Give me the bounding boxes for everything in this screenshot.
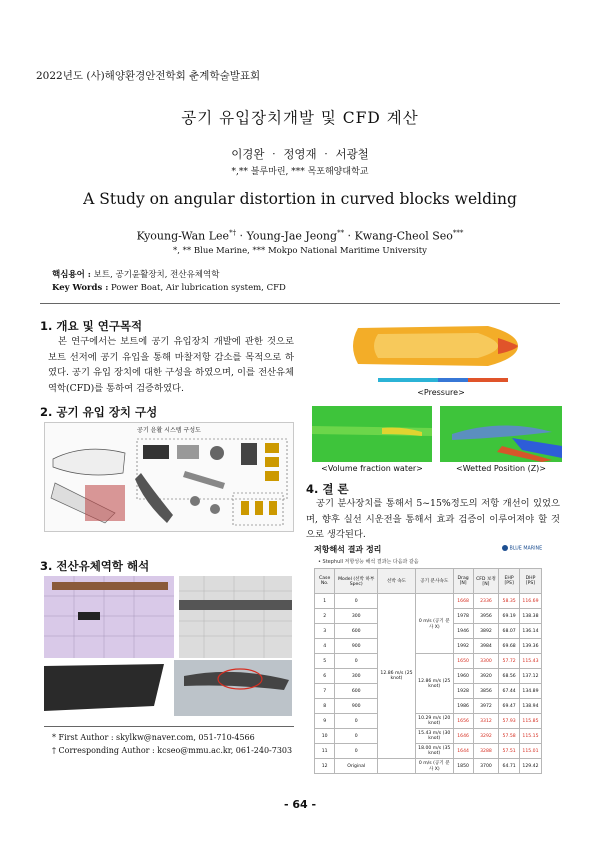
cell-cfd: 3700 (473, 759, 499, 774)
cell-model: 0 (335, 729, 378, 744)
cell-cfd: 3920 (473, 669, 499, 684)
author-1: Kyoung-Wan Lee (136, 229, 230, 243)
cell-ehp: 69.47 (499, 699, 520, 714)
cell-ehp: 57.93 (499, 714, 520, 729)
cell-drag: 1960 (453, 669, 473, 684)
cell-case: 10 (315, 729, 335, 744)
table-row (315, 714, 542, 729)
cell-dhp: 139.36 (519, 639, 541, 654)
logo-text: BLUE MARINE (509, 546, 543, 552)
cell-ehp: 67.44 (499, 684, 520, 699)
table-row (315, 594, 542, 609)
footnote-corresponding-author: † Corresponding Author : kcseo@mmu.ac.kr, 061-240-7303 (52, 746, 293, 755)
cell-dhp: 129.42 (519, 759, 541, 774)
keywords-english-label: Key Words : (52, 283, 109, 293)
col-cfd: CFD 보정 [N] (473, 569, 499, 594)
cell-dhp: 137.12 (519, 669, 541, 684)
cell-drag: 1668 (453, 594, 473, 609)
cfd-mesh-graphic (44, 576, 292, 716)
cell-model: 300 (335, 609, 378, 624)
table-row (315, 744, 542, 759)
cell-ehp: 58.35 (499, 594, 520, 609)
cell-cfd: 2336 (473, 594, 499, 609)
cell-dhp: 138.38 (519, 609, 541, 624)
air-system-diagram-graphic (45, 423, 293, 531)
section-3-title: 3. 전산유체역학 해석 (40, 559, 150, 573)
col-drag: Drag [N] (453, 569, 473, 594)
section-4-body: 공기 분사장치를 통해서 5~15%정도의 저항 개선이 있었으며, 향후 실선 시운전을 통해서 효과 검증이 이루어져야 할 것으로 생각된다. (306, 498, 560, 540)
cell-air: 18.00 m/s (35 knot) (415, 744, 453, 759)
cell-case: 1 (315, 594, 335, 609)
cell-drag: 1656 (453, 714, 473, 729)
cell-dhp: 115.01 (519, 744, 541, 759)
table-row (315, 759, 542, 774)
cell-ehp: 64.71 (499, 759, 520, 774)
cell-drag: 1978 (453, 609, 473, 624)
cell-case: 6 (315, 669, 335, 684)
cell-model: 0 (335, 714, 378, 729)
col-ehp: EHP [PS] (499, 569, 520, 594)
results-panel (306, 542, 556, 772)
pressure-caption: <Pressure> (417, 388, 465, 397)
table-row (315, 729, 542, 744)
col-case: Case No. (315, 569, 335, 594)
cell-drag: 1850 (453, 759, 473, 774)
cell-ehp: 69.19 (499, 609, 520, 624)
cell-air: 15.43 m/s (30 knot) (415, 729, 453, 744)
cell-cfd: 3300 (473, 654, 499, 669)
keywords-korean-text: 보트, 공기윤활장치, 전산유체역학 (93, 270, 220, 280)
cell-case: 9 (315, 714, 335, 729)
cell-case: 4 (315, 639, 335, 654)
cell-model: Original (335, 759, 378, 774)
cell-ehp: 68.56 (499, 669, 520, 684)
results-subtitle (318, 558, 419, 565)
blue-marine-logo (502, 545, 542, 552)
cell-ehp: 57.58 (499, 729, 520, 744)
authors-korean (0, 146, 600, 162)
section-1-title: 1. 개요 및 연구목적 (40, 319, 143, 333)
footnote-divider (44, 726, 294, 727)
air-system-diagram-title: 공기 윤활 시스템 구성도 (137, 427, 201, 434)
section-2-title: 2. 공기 유입 장치 구성 (40, 405, 158, 419)
cell-ehp: 69.68 (499, 639, 520, 654)
cell-model: 600 (335, 684, 378, 699)
author-3: Kwang-Cheol Seo (354, 229, 453, 243)
results-table (314, 568, 542, 774)
cell-dhp: 138.94 (519, 699, 541, 714)
keywords-english (52, 283, 286, 293)
bullet-icon: • (318, 559, 321, 565)
results-body (315, 594, 542, 774)
cell-air: 12.86 m/s (25 knot) (415, 654, 453, 714)
title-english: A Study on angular distortion in curved blocks welding (83, 190, 517, 208)
col-air: 공기 분사속도 (415, 569, 453, 594)
cell-drag: 1986 (453, 699, 473, 714)
section-1-body: 본 연구에서는 보트에 공기 유입장치 개발에 관한 것으로 보트 선저에 공기 유입을 통해 마찰저항 감소를 목적으로 하였다. 공기 유입 장치에 대한 구성을 하였으며, 이를 전산유체역학(CFD)를 통하여 검증하였다. (48, 336, 294, 394)
cell-cfd: 3956 (473, 609, 499, 624)
cell-drag: 1992 (453, 639, 473, 654)
cell-cfd: 3856 (473, 684, 499, 699)
cell-speed (378, 759, 416, 774)
authors-english: Kyoung-Wan Lee*† ‧ Young-Jae Jeong** ‧ Kwang-Cheol Seo*** (136, 229, 464, 243)
cell-drag: 1946 (453, 624, 473, 639)
cell-model: 300 (335, 669, 378, 684)
cell-cfd: 3892 (473, 624, 499, 639)
cell-drag: 1650 (453, 654, 473, 669)
cell-model: 900 (335, 699, 378, 714)
table-row (315, 654, 542, 669)
conference-header: 2022년도 (사)해양환경안전학회 춘계학술발표회 (36, 70, 261, 82)
section-4-title: 4. 결 론 (306, 482, 349, 496)
cell-dhp: 116.69 (519, 594, 541, 609)
cell-dhp: 136.14 (519, 624, 541, 639)
page-number: - 64 - (283, 798, 317, 811)
cfd-mesh-figure (44, 576, 292, 716)
cell-ehp: 57.51 (499, 744, 520, 759)
cell-drag: 1646 (453, 729, 473, 744)
cell-case: 11 (315, 744, 335, 759)
keywords-korean-label: 핵심용어 : (52, 270, 91, 280)
footnote-first-author: * First Author : skylkw@naver.com, 051-710-4566 (52, 733, 255, 742)
cell-case: 2 (315, 609, 335, 624)
cell-air: 10.29 m/s (20 knot) (415, 714, 453, 729)
cell-air: 0 m/s (공기 분사 X) (415, 594, 453, 654)
cell-drag: 1644 (453, 744, 473, 759)
cell-case: 7 (315, 684, 335, 699)
logo-icon (502, 545, 508, 551)
cell-cfd: 3984 (473, 639, 499, 654)
affiliation-korean: *,** 블루마린, *** 목포해양대학교 (231, 167, 369, 177)
cell-cfd: 3288 (473, 744, 499, 759)
cell-model: 600 (335, 624, 378, 639)
cell-ehp: 57.72 (499, 654, 520, 669)
cell-dhp: 115.43 (519, 654, 541, 669)
cell-model: 900 (335, 639, 378, 654)
results-header-row (315, 569, 542, 594)
cell-case: 12 (315, 759, 335, 774)
cell-case: 5 (315, 654, 335, 669)
col-model: Model (선박 하부 Spec) (335, 569, 378, 594)
wetted-caption: <Wetted Position (Z)> (456, 464, 546, 473)
cell-case: 3 (315, 624, 335, 639)
cell-model: 0 (335, 654, 378, 669)
author-2: Young-Jae Jeong (246, 229, 338, 243)
pressure-figure (318, 318, 564, 398)
keywords-english-text: Power Boat, Air lubrication system, CFD (111, 283, 286, 293)
cell-case: 8 (315, 699, 335, 714)
cell-cfd: 3292 (473, 729, 499, 744)
col-speed: 선박 속도 (378, 569, 416, 594)
results-subtitle-text: Stephull 저항성능 해석 결과는 다음과 같음 (322, 559, 419, 565)
pressure-graphic (318, 318, 564, 390)
cell-cfd: 3972 (473, 699, 499, 714)
authors-korean-names: 이경완 ‧ 정영재 ‧ 서광철 (231, 147, 369, 161)
cell-dhp: 115.85 (519, 714, 541, 729)
author-1-mark: *† (229, 229, 237, 237)
cell-air: 0 m/s (공기 분사 X) (415, 759, 453, 774)
cell-speed: 12.86 m/s (25 knot) (378, 594, 416, 759)
author-3-mark: *** (452, 229, 464, 237)
cell-cfd: 3312 (473, 714, 499, 729)
cell-drag: 1928 (453, 684, 473, 699)
author-2-mark: ** (337, 229, 345, 237)
cell-dhp: 115.15 (519, 729, 541, 744)
cell-dhp: 134.89 (519, 684, 541, 699)
keywords-korean (52, 268, 219, 280)
vof-wetted-figure (312, 406, 562, 474)
col-dhp: DHP [PS] (519, 569, 541, 594)
cell-model: 0 (335, 744, 378, 759)
title-korean: 공기 유입장치개발 및 CFD 계산 (181, 109, 419, 127)
affiliation-english: *, ** Blue Marine, *** Mokpo National Maritime University (173, 246, 427, 256)
vof-wetted-graphic (312, 406, 562, 462)
keywords-divider (40, 303, 560, 304)
air-system-diagram (44, 422, 294, 532)
vof-caption: <Volume fraction water> (321, 464, 423, 473)
results-title: 저항해석 결과 정리 (314, 545, 382, 554)
cell-ehp: 68.07 (499, 624, 520, 639)
cell-model: 0 (335, 594, 378, 609)
